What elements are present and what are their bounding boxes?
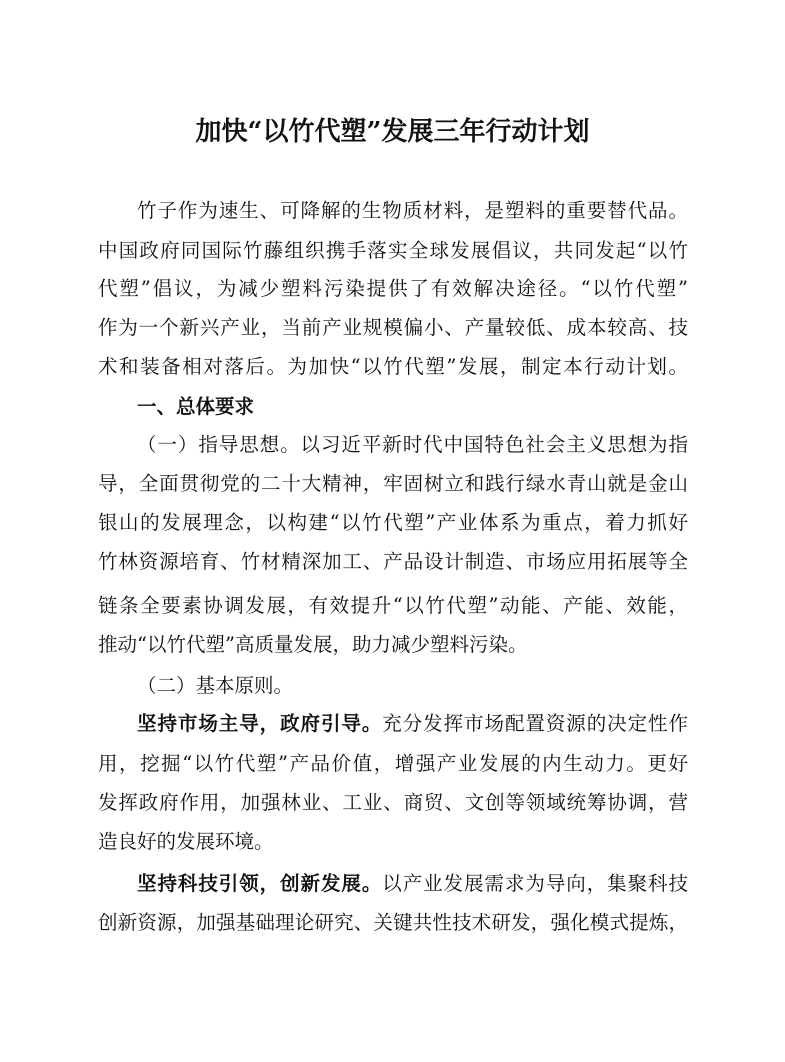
paragraph-text: 充分发挥市场配置资源的决定性作 [382,712,688,735]
paragraph-text: 以产业发展需求为导向，集聚科技 [382,872,688,895]
paragraph-line: 用，挖掘“以竹代塑”产品价值，增强产业发展的内生动力。更好 [98,752,688,775]
principle-label: 坚持科技引领，创新发展。 [137,872,383,895]
intro-line: 术和装备相对落后。为加快“以竹代塑”发展，制定本行动计划。 [98,355,688,378]
paragraph-line: 创新资源，加强基础理论研究、关键共性技术研发，强化模式提炼， [98,911,688,934]
paragraph-first-line [137,430,688,460]
paragraph-first-line [137,709,688,739]
intro-line: 中国政府同国际竹藤组织携手落实全球发展倡议，共同发起“以竹 [98,239,688,262]
paragraph-text: 以习近平新时代中国特色社会主义思想为指 [300,433,688,456]
principle-label: 坚持市场主导，政府引导。 [137,712,383,735]
paragraph-line: 发挥政府作用，加强林业、工业、商贸、文创等领域统筹协调，营 [98,791,688,814]
intro-line: 作为一个新兴产业，当前产业规模偏小、产量较低、成本较高、技 [98,316,688,339]
section-heading: 一、总体要求 [137,395,255,418]
paragraph-line: 竹林资源培育、竹材精深加工、产品设计制造、市场应用拓展等全 [98,550,688,573]
paragraph-line: 银山的发展理念，以构建“以竹代塑”产业体系为重点，着力抓好 [98,511,688,534]
paragraph-line: 造良好的发展环境。 [98,830,274,853]
document-title: 加快“以竹代塑”发展三年行动计划 [195,117,590,147]
intro-line: 竹子作为速生、可降解的生物质材料，是塑料的重要替代品。 [137,199,688,222]
intro-line: 代塑”倡议，为减少塑料污染提供了有效解决途径。“以竹代塑” [98,277,688,300]
paragraph-line: 导，全面贯彻党的二十大精神，牢固树立和践行绿水青山就是金山 [98,472,688,495]
paragraph-line: 链条全要素协调发展，有效提升“以竹代塑”动能、产能、效能， [98,594,688,617]
subsection-label: （一）指导思想。 [137,433,301,456]
subsection-heading: （二）基本原则。 [137,674,294,697]
paragraph-line: 推动“以竹代塑”高质量发展，助力减少塑料污染。 [98,633,528,656]
paragraph-first-line [137,869,688,899]
